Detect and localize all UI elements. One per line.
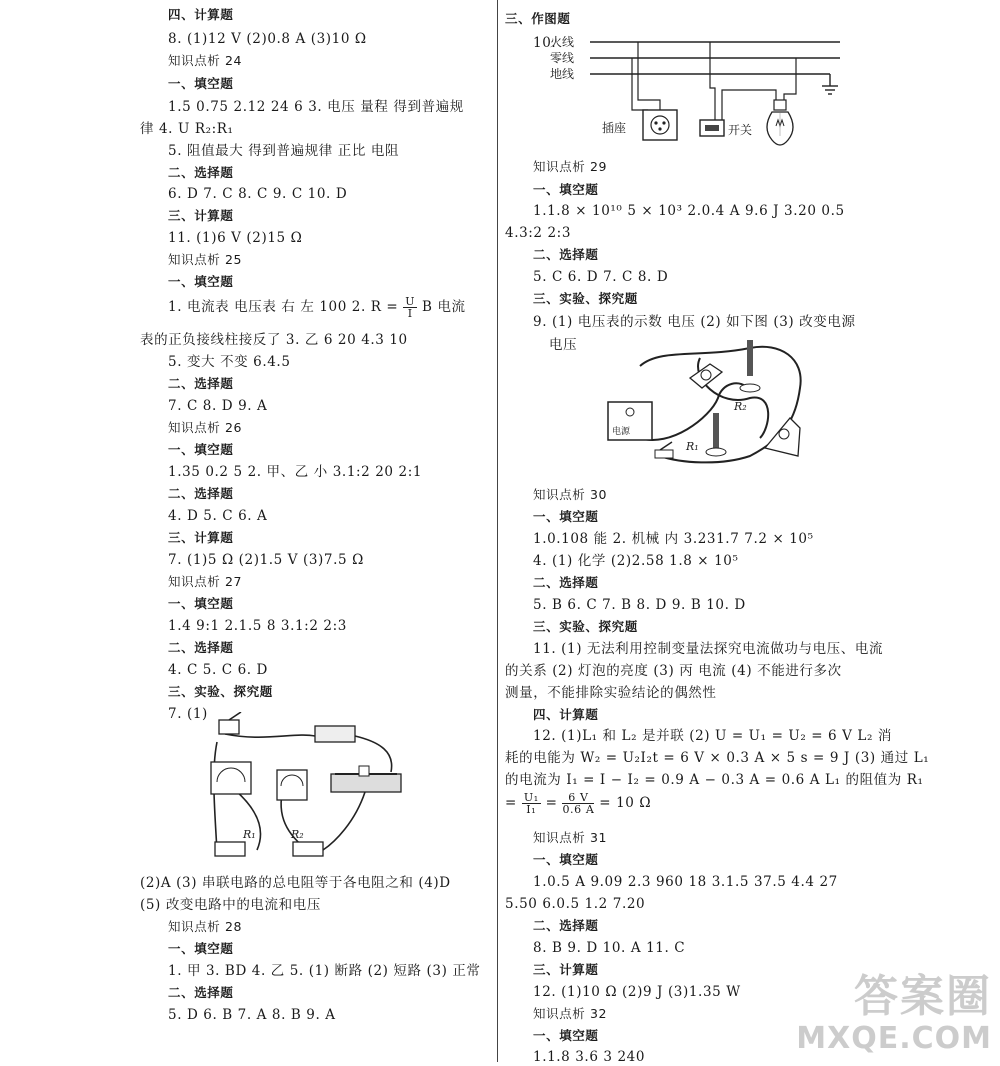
answer-line: 8. (1)12 V (2)0.8 A (3)10 Ω: [168, 31, 367, 47]
answer-line: 1.0.108 能 2. 机械 内 3.231.7 7.2 × 10⁵: [533, 531, 814, 547]
answer-line: 5. 变大 不变 6.4.5: [168, 354, 291, 370]
answer-line: 5. C 6. D 7. C 8. D: [533, 269, 669, 285]
knowledge-point-title: 知识点析 26: [168, 420, 243, 435]
section-heading: 二、选择题: [533, 918, 599, 933]
section-heading: 一、填空题: [168, 941, 234, 956]
section-heading: 四、计算题: [168, 7, 234, 22]
socket-label: 插座: [602, 121, 627, 135]
knowledge-point-title: 知识点析 32: [533, 1006, 608, 1021]
fraction-u-over-i: [403, 296, 417, 319]
knowledge-point-title: 知识点析 30: [533, 487, 608, 502]
fraction-numerator: 6 V: [562, 792, 594, 804]
answer-line: 4. (1) 化学 (2)2.58 1.8 × 10⁵: [533, 553, 739, 569]
answer-line: (5) 改变电路中的电流和电压: [140, 897, 321, 913]
answer-line: 5. 阻值最大 得到普遍规律 正比 电阻: [168, 143, 400, 159]
answer-line: 测量，不能排除实验结论的偶然性: [505, 685, 717, 701]
answer-line: 5.50 6.0.5 1.2 7.20: [505, 896, 646, 912]
answer-line: 4.3:2 2:3: [505, 225, 572, 241]
section-heading: 一、填空题: [533, 852, 599, 867]
fraction-denominator: 0.6 A: [562, 803, 595, 816]
formula-equals: =: [505, 795, 517, 811]
section-heading: 三、计算题: [168, 530, 234, 545]
section-heading: 一、填空题: [168, 76, 234, 91]
answer-line: 10.: [533, 35, 557, 51]
voltage-experiment-circuit: [600, 338, 815, 468]
section-heading: 三、计算题: [533, 962, 599, 977]
watermark-logo: [796, 973, 992, 1056]
fraction-numerator: U₁: [523, 791, 539, 804]
answer-line: 表的正负接线柱接反了 3. 乙 6 20 4.3 10: [140, 332, 408, 348]
section-heading: 二、选择题: [168, 486, 234, 501]
answer-line: 12. (1)10 Ω (2)9 J (3)1.35 W: [533, 984, 741, 1000]
knowledge-point-title: 知识点析 24: [168, 53, 243, 68]
answer-line: 1.1.8 3.6 3 240: [533, 1049, 646, 1065]
answer-line: 7. C 8. D 9. A: [168, 398, 268, 414]
answer-line: 电压: [549, 337, 578, 353]
knowledge-point-title: 知识点析 25: [168, 252, 243, 267]
section-heading: 一、填空题: [168, 596, 234, 611]
answer-line: 的关系 (2) 灯泡的亮度 (3) 丙 电流 (4) 不能进行多次: [505, 663, 842, 679]
live-wire-label: 火线: [550, 35, 575, 49]
series-resistance-circuit: [205, 712, 415, 862]
answer-line: 的电流为 I₁ = I − I₂ = 0.9 A − 0.3 A = 0.6 A L₁ 的阻值为 R₁: [505, 772, 924, 788]
section-heading: 一、填空题: [168, 442, 234, 457]
ground-wire-label: 地线: [550, 67, 575, 81]
section-heading: 三、实验、探究题: [533, 619, 638, 634]
section-heading: 三、实验、探究题: [168, 684, 273, 699]
fraction-numerator: U: [405, 295, 416, 308]
section-heading: 一、填空题: [533, 1028, 599, 1043]
switch-label: 开关: [728, 123, 753, 137]
answer-line: 1.0.5 A 9.09 2.3 960 18 3.1.5 37.5 4.4 27: [533, 874, 838, 890]
section-heading: 二、选择题: [533, 575, 599, 590]
answer-line: 1.35 0.2 5 2. 甲、乙 小 3.1:2 20 2:1: [168, 464, 423, 480]
knowledge-point-title: 知识点析 27: [168, 574, 243, 589]
answer-line: 5. D 6. B 7. A 8. B 9. A: [168, 1007, 336, 1023]
resistor-r1-label: R₁: [243, 828, 256, 841]
answer-line: (2)A (3) 串联电路的总电阻等于各电阻之和 (4)D: [140, 875, 451, 891]
section-heading: 二、选择题: [168, 985, 234, 1000]
section-heading: 二、选择题: [533, 247, 599, 262]
fraction-6v-over-06a: [562, 792, 594, 815]
answer-line: 7. (1)5 Ω (2)1.5 V (3)7.5 Ω: [168, 552, 364, 568]
resistor-r1-label: R₁: [686, 440, 699, 453]
section-heading: 二、选择题: [168, 165, 234, 180]
resistor-r2-label: R₂: [734, 400, 747, 413]
answer-line: 律 4. U R₂:R₁: [140, 121, 234, 137]
section-heading: 三、作图题: [505, 11, 571, 26]
section-heading: 二、选择题: [168, 376, 234, 391]
answer-line: 5. B 6. C 7. B 8. D 9. B 10. D: [533, 597, 746, 613]
answer-line: 9. (1) 电压表的示数 电压 (2) 如下图 (3) 改变电源: [533, 314, 856, 330]
answer-line: 11. (1) 无法利用控制变量法探究电流做功与电压、电流: [533, 641, 884, 657]
knowledge-point-title: 知识点析 28: [168, 919, 243, 934]
answer-line: 6. D 7. C 8. C 9. C 10. D: [168, 186, 348, 202]
column-divider: [497, 0, 498, 1062]
answer-line: 4. D 5. C 6. A: [168, 508, 268, 524]
formula-equals-2: =: [545, 795, 558, 811]
answer-line: 1.1.8 × 10¹⁰ 5 × 10³ 2.0.4 A 9.6 J 3.20 0.5: [533, 203, 845, 219]
section-heading: 四、计算题: [533, 707, 599, 722]
fraction-denominator: I₁: [526, 803, 537, 816]
knowledge-point-title: 知识点析 31: [533, 830, 608, 845]
answer-line: 7. (1): [168, 706, 208, 722]
answer-line: 4. C 5. C 6. D: [168, 662, 268, 678]
section-heading: 一、填空题: [533, 182, 599, 197]
answer-line: 8. B 9. D 10. A 11. C: [533, 940, 686, 956]
answer-line-r1-formula: [505, 792, 651, 815]
formula-suffix: B 电流: [422, 299, 466, 315]
answer-line: 1.4 9:1 2.1.5 8 3.1:2 2:3: [168, 618, 347, 634]
answer-line: 12. (1)L₁ 和 L₂ 是并联 (2) U = U₁ = U₂ = 6 V L₂ 消: [533, 728, 892, 744]
answer-line: 1. 甲 3. BD 4. 乙 5. (1) 断路 (2) 短路 (3) 正常: [168, 963, 481, 979]
section-heading: 一、填空题: [168, 274, 234, 289]
answer-line: 1.5 0.75 2.12 24 6 3. 电压 量程 得到普遍规: [168, 99, 464, 115]
answer-line: 11. (1)6 V (2)15 Ω: [168, 230, 303, 246]
formula-prefix: 1. 电流表 电压表 右 左 100 2. R =: [168, 299, 399, 315]
watermark-url: MXQE.COM: [796, 1021, 992, 1056]
household-wiring-diagram: [550, 30, 850, 155]
section-heading: 二、选择题: [168, 640, 234, 655]
watermark-title: 答案圈: [854, 971, 992, 1022]
section-heading: 三、计算题: [168, 208, 234, 223]
fraction-u1-over-i1: [522, 792, 541, 815]
power-source-label: 电源: [612, 427, 631, 437]
formula-result: = 10 Ω: [599, 795, 652, 811]
fraction-denominator: I: [407, 307, 413, 320]
resistor-r2-label: R₂: [291, 828, 304, 841]
neutral-wire-label: 零线: [550, 51, 575, 65]
knowledge-point-title: 知识点析 29: [533, 159, 608, 174]
section-heading: 一、填空题: [533, 509, 599, 524]
answer-line-r-formula: [168, 296, 466, 319]
section-heading: 三、实验、探究题: [533, 291, 638, 306]
answer-line: 耗的电能为 W₂ = U₂I₂t = 6 V × 0.3 A × 5 s = 9 J (3) 通过 L₁: [505, 750, 930, 766]
